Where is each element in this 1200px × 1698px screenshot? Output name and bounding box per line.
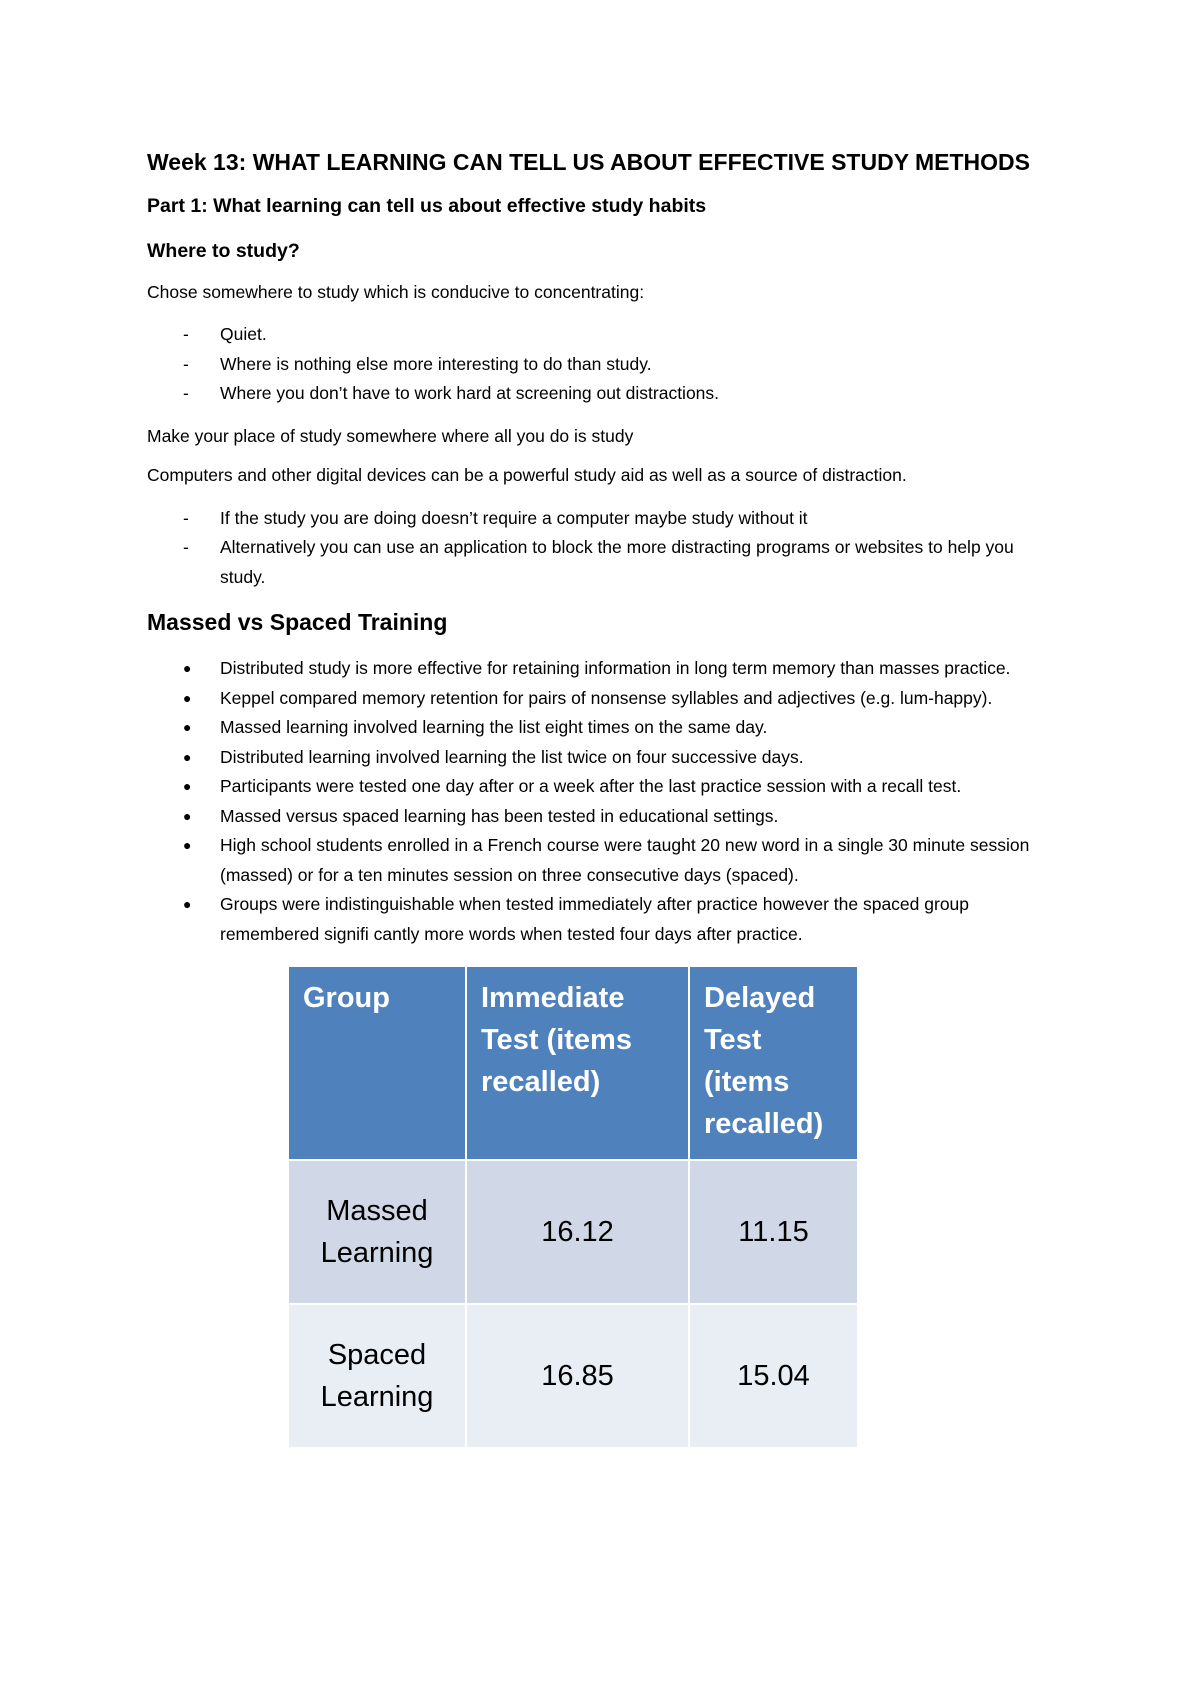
list-item: ● Massed versus spaced learning has been tested in educational settings.: [147, 802, 1062, 832]
row-label: Massed Learning: [288, 1160, 466, 1304]
part1-heading: Part 1: What learning can tell us about effective study habits: [147, 194, 707, 217]
table-row: [288, 1160, 858, 1304]
page-title: Week 13: WHAT LEARNING CAN TELL US ABOUT EFFECTIVE STUDY METHODS: [147, 149, 1031, 175]
dash-marker: -: [183, 507, 189, 528]
list-item: - Where you don’t have to work hard at screening out distractions.: [147, 379, 1062, 409]
dash-marker: -: [183, 537, 189, 558]
immediate-value: 16.12: [466, 1160, 689, 1304]
results-table-wrap: [287, 965, 1062, 1449]
bullet-icon: ●: [183, 807, 192, 824]
list-item: ● Distributed learning involved learning the list twice on four successive days.: [147, 743, 1062, 773]
bullet-icon: ●: [183, 689, 192, 706]
where-heading: Where to study?: [147, 240, 300, 263]
bullet-icon: ●: [183, 748, 192, 765]
computers-paragraph: Computers and other digital devices can be a powerful study aid as well as a source of distraction.: [147, 465, 907, 486]
results-table: [287, 965, 859, 1449]
immediate-value: 16.85: [466, 1304, 689, 1448]
list-item: - Where is nothing else more interesting to do than study.: [147, 350, 1062, 380]
row-label: Spaced Learning: [288, 1304, 466, 1448]
header-delayed: Delayed Test (items recalled): [689, 966, 858, 1160]
bullet-icon: ●: [183, 837, 192, 854]
bullet-icon: ●: [183, 778, 192, 795]
header-immediate: Immediate Test (items recalled): [466, 966, 689, 1160]
dash-marker: -: [183, 383, 189, 404]
list-item: - Quiet.: [147, 320, 1062, 350]
delayed-value: 15.04: [689, 1304, 858, 1448]
list-item: ● Participants were tested one day after or a week after the last practice session with a recall test.: [147, 772, 1062, 802]
header-group: Group: [288, 966, 466, 1160]
bullet-icon: ●: [183, 896, 192, 913]
massed-list: [147, 654, 1062, 949]
bullet-icon: ●: [183, 719, 192, 736]
table-row: [288, 1304, 858, 1448]
place-paragraph: Make your place of study somewhere where all you do is study: [147, 425, 634, 446]
list-item: ● Keppel compared memory retention for pairs of nonsense syllables and adjectives (e.g. lum-happy).: [147, 684, 1062, 714]
delayed-value: 11.15: [689, 1160, 858, 1304]
list-item: - Alternatively you can use an application to block the more distracting programs or websites to help you study.: [147, 533, 1062, 592]
dash-marker: -: [183, 353, 189, 374]
table-header-row: [288, 966, 858, 1160]
computers-list: [147, 504, 1062, 593]
massed-heading: Massed vs Spaced Training: [147, 609, 448, 636]
list-item: ● High school students enrolled in a French course were taught 20 new word in a single 30 minute session (massed) or for a ten minutes session on three consecutive days (spaced).: [147, 831, 1062, 890]
dash-marker: -: [183, 324, 189, 345]
where-list: [147, 320, 1062, 409]
list-item: - If the study you are doing doesn’t require a computer maybe study without it: [147, 504, 1062, 534]
bullet-icon: ●: [183, 660, 192, 677]
document-page: [147, 148, 1062, 1449]
list-item: ● Massed learning involved learning the list eight times on the same day.: [147, 713, 1062, 743]
list-item: ● Distributed study is more effective for retaining information in long term memory than masses practice.: [147, 654, 1062, 684]
list-item: ● Groups were indistinguishable when tested immediately after practice however the spaced group remembered signifi cantly more words when tested four days after practice.: [147, 890, 1062, 949]
where-intro: Chose somewhere to study which is conducive to concentrating:: [147, 281, 645, 302]
